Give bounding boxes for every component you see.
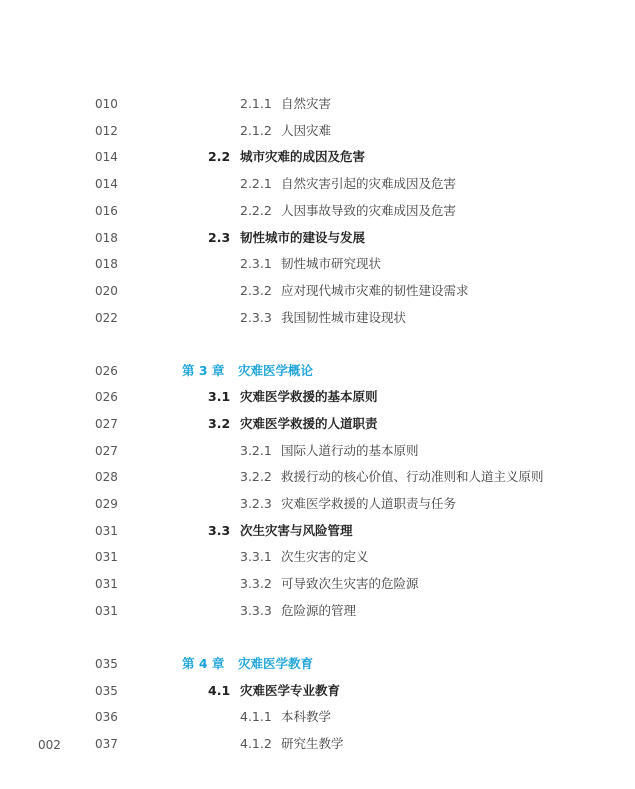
toc-page-number: 014 (95, 150, 118, 164)
toc-entry-number: 2.3 (208, 230, 231, 245)
toc-subsection-entry[interactable] (0, 173, 635, 195)
toc-entry-title: 次生灾害与风险管理 (240, 523, 353, 538)
toc-entry-title: 人因事故导致的灾难成因及危害 (281, 203, 457, 218)
toc-subsection-entry[interactable] (0, 600, 635, 622)
toc-page-number: 026 (95, 390, 118, 404)
toc-subsection-entry[interactable] (0, 200, 635, 222)
toc-entry-title: 应对现代城市灾难的韧性建设需求 (281, 283, 469, 298)
toc-page-number: 018 (95, 231, 118, 245)
page-folio: 002 (38, 738, 61, 752)
toc-page-number: 028 (95, 470, 118, 484)
toc-page-number: 037 (95, 737, 118, 751)
toc-entry-number: 3.3.2 (240, 576, 272, 591)
toc-entry-title: 国际人道行动的基本原则 (281, 443, 419, 458)
toc-entry-title: 可导致次生灾害的危险源 (281, 576, 419, 591)
toc-entry-title: 灾难医学教育 (238, 656, 314, 671)
toc-entry-number: 3.3.1 (240, 549, 272, 564)
toc-page-number: 010 (95, 97, 118, 111)
toc-page-number: 026 (95, 364, 118, 378)
toc-entry-title: 灾难医学概论 (238, 363, 314, 378)
toc-entry-title: 灾难医学救援的人道职责 (240, 416, 378, 431)
toc-entry-number: 3.2 (208, 416, 231, 431)
toc-entry-number: 2.3.1 (240, 256, 272, 271)
toc-entry-title: 人因灾难 (281, 123, 332, 138)
toc-entry-title: 本科教学 (281, 709, 332, 724)
toc-entry-number: 3.2.2 (240, 469, 272, 484)
toc-subsection-entry[interactable] (0, 546, 635, 568)
toc-page-number: 031 (95, 524, 118, 538)
toc-page-number: 020 (95, 284, 118, 298)
toc-entry-number: 第 4 章 (182, 656, 225, 671)
toc-page-number: 016 (95, 204, 118, 218)
toc-page-number: 012 (95, 124, 118, 138)
toc-page-number: 035 (95, 684, 118, 698)
toc-entry-number: 3.1 (208, 389, 231, 404)
toc-entry-number: 4.1.2 (240, 736, 272, 751)
toc-entry-number: 3.3.3 (240, 603, 272, 618)
toc-page-number: 031 (95, 604, 118, 618)
toc-entry-number: 3.2.3 (240, 496, 272, 511)
toc-entry-number: 2.2.2 (240, 203, 272, 218)
toc-subsection-entry[interactable] (0, 93, 635, 115)
toc-entry-number: 2.3.3 (240, 310, 272, 325)
toc-entry-title: 城市灾难的成因及危害 (240, 149, 366, 164)
toc-entry-title: 次生灾害的定义 (281, 549, 369, 564)
toc-entry-title: 韧性城市研究现状 (281, 256, 382, 271)
toc-section-entry[interactable] (0, 413, 635, 435)
toc-subsection-entry[interactable] (0, 733, 635, 755)
toc-subsection-entry[interactable] (0, 253, 635, 275)
toc-entry-title: 危险源的管理 (281, 603, 357, 618)
toc-entry-number: 3.2.1 (240, 443, 272, 458)
toc-page-number: 014 (95, 177, 118, 191)
toc-page-number: 031 (95, 577, 118, 591)
toc-subsection-entry[interactable] (0, 706, 635, 728)
toc-entry-number: 4.1 (208, 683, 231, 698)
toc-page-number: 029 (95, 497, 118, 511)
toc-subsection-entry[interactable] (0, 120, 635, 142)
toc-entry-number: 3.3 (208, 523, 231, 538)
toc-section-entry[interactable] (0, 227, 635, 249)
toc-entry-number: 第 3 章 (182, 363, 225, 378)
toc-page-number: 018 (95, 257, 118, 271)
toc-entry-number: 2.3.2 (240, 283, 272, 298)
toc-page-number: 031 (95, 550, 118, 564)
toc-entry-title: 救援行动的核心价值、行动准则和人道主义原则 (281, 469, 544, 484)
toc-entry-title: 自然灾害引起的灾难成因及危害 (281, 176, 457, 191)
toc-subsection-entry[interactable] (0, 440, 635, 462)
toc-page-number: 022 (95, 311, 118, 325)
toc-entry-title: 研究生教学 (281, 736, 344, 751)
toc-entry-number: 2.1.2 (240, 123, 272, 138)
toc-entry-title: 灾难医学救援的人道职责与任务 (281, 496, 457, 511)
toc-entry-number: 2.2.1 (240, 176, 272, 191)
toc-entry-title: 我国韧性城市建设现状 (281, 310, 407, 325)
toc-subsection-entry[interactable] (0, 493, 635, 515)
toc-subsection-entry[interactable] (0, 573, 635, 595)
toc-subsection-entry[interactable] (0, 280, 635, 302)
toc-chapter-entry[interactable] (0, 360, 635, 382)
toc-page-number: 027 (95, 417, 118, 431)
toc-entry-number: 4.1.1 (240, 709, 272, 724)
toc-subsection-entry[interactable] (0, 466, 635, 488)
toc-entry-title: 自然灾害 (281, 96, 332, 111)
toc-section-entry[interactable] (0, 146, 635, 168)
toc-page-number: 035 (95, 657, 118, 671)
toc-subsection-entry[interactable] (0, 307, 635, 329)
toc-entry-title: 灾难医学专业教育 (240, 683, 341, 698)
toc-section-entry[interactable] (0, 386, 635, 408)
toc-page-number: 036 (95, 710, 118, 724)
toc-entry-number: 2.2 (208, 149, 231, 164)
toc-entry-title: 灾难医学救援的基本原则 (240, 389, 378, 404)
toc-chapter-entry[interactable] (0, 653, 635, 675)
toc-section-entry[interactable] (0, 680, 635, 702)
toc-entry-title: 韧性城市的建设与发展 (240, 230, 366, 245)
toc-entry-number: 2.1.1 (240, 96, 272, 111)
toc-page-number: 027 (95, 444, 118, 458)
toc-section-entry[interactable] (0, 520, 635, 542)
